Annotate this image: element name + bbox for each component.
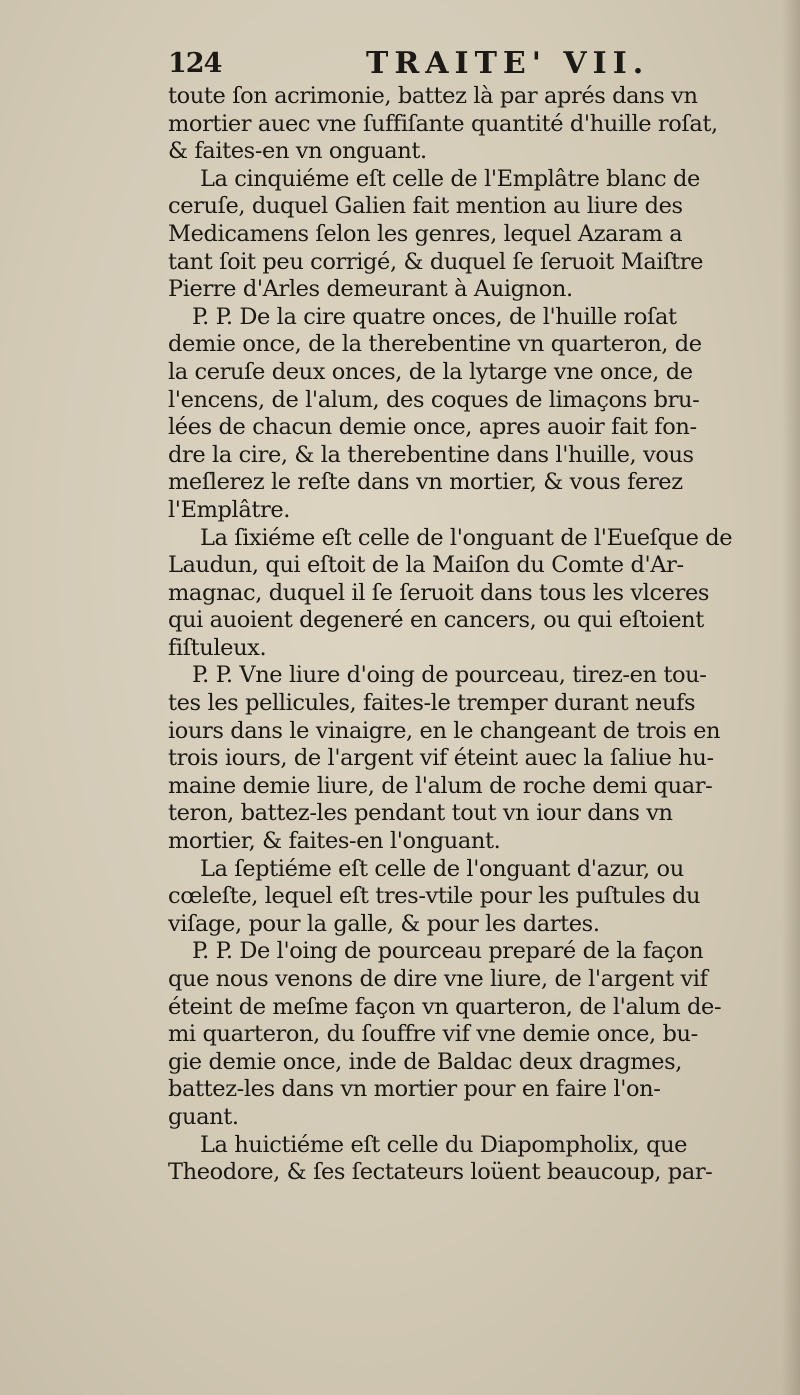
text-line: iours dans le vinaigre, en le changeant de trois en — [168, 717, 721, 744]
text-line: viſage, pour la galle, & pour les dartes. — [168, 910, 600, 937]
text-line: que nous venons de dire vne liure, de l'argent vif — [168, 966, 708, 992]
text-line: l'encens, de l'alum, des coques de limaçons bru- — [168, 386, 700, 413]
text-line: cœleſte, lequel eſt tres-vtile pour les puſtules du — [168, 883, 701, 910]
text-line: éteint de meſme façon vn quarteron, de l'alum de- — [168, 993, 722, 1020]
text-line: mortier auec vne ſuffiſante quantité d'huille roſat, — [168, 110, 718, 137]
text-line: & faites-en vn onguant. — [168, 138, 427, 165]
running-title: TRAITE' VII. — [366, 46, 650, 81]
text-line: dre la cire, & la therebentine dans l'huille, vous — [168, 441, 694, 468]
text-line: mi quarteron, du ſouffre vif vne demie once, bu- — [168, 1021, 698, 1048]
page-number: 124 — [168, 48, 222, 79]
text-line: meſlerez le reſte dans vn mortier, & vous ferez — [168, 469, 683, 496]
text-line: Medicamens ſelon les genres, lequel Azaram a — [168, 220, 683, 247]
paragraph-start: La huictiéme eſt celle du Diapompholix, que — [200, 1131, 688, 1158]
text-line: ceruſe, duquel Galien fait mention au liure des — [168, 193, 683, 220]
text-line: magnac, duquel il ſe ſeruoit dans tous les vlceres — [168, 579, 710, 606]
text-line: maine demie liure, de l'alum de roche demi quar- — [168, 772, 713, 799]
text-line: la ceruſe deux onces, de la lytarge vne once, de — [168, 358, 693, 385]
paragraph-start: La ſeptiéme eſt celle de l'onguant d'azur, ou — [200, 855, 684, 882]
text-line: mortier, & faites-en l'onguant. — [168, 828, 501, 855]
recipe-start: P. P. De l'oing de pourceau preparé de la façon — [192, 938, 704, 965]
paragraph-start: La ſixiéme eſt celle de l'onguant de l'Eueſque de — [200, 524, 733, 551]
body-text — [168, 83, 790, 1187]
text-line: trois iours, de l'argent vif éteint auec la ſaliue hu- — [168, 745, 714, 772]
text-line: l'Emplâtre. — [168, 496, 291, 523]
text-line: Laudun, qui eſtoit de la Maiſon du Comte d'Ar- — [168, 552, 684, 579]
page-header — [168, 46, 788, 86]
text-line: toute ſon acrimonie, battez là par aprés dans vn — [168, 83, 698, 109]
text-line: lées de chacun demie once, apres auoir fait fon- — [168, 414, 697, 441]
text-line: teron, battez-les pendant tout vn iour dans vn — [168, 800, 673, 827]
recipe-start: P. P. De la cire quatre onces, de l'huille roſat — [192, 303, 677, 330]
text-line: fiſtuleux. — [168, 634, 267, 661]
text-line: demie once, de la therebentine vn quarteron, de — [168, 331, 702, 358]
text-line: gie demie once, inde de Baldac deux dragmes, — [168, 1048, 682, 1075]
paragraph-start: La cinquiéme eſt celle de l'Emplâtre blanc de — [200, 165, 700, 192]
text-line: qui auoient degeneré en cancers, ou qui eſtoient — [168, 607, 704, 634]
text-line: Theodore, & ſes ſectateurs loüent beaucoup, par- — [168, 1159, 713, 1186]
text-line: Pierre d'Arles demeurant à Auignon. — [168, 276, 573, 303]
text-line: battez-les dans vn mortier pour en faire l'on- — [168, 1076, 661, 1103]
text-line: guant. — [168, 1103, 239, 1130]
text-line: tant ſoit peu corrigé, & duquel ſe ſeruoit Maiſtre — [168, 248, 703, 275]
text-line: tes les pellicules, faites-le tremper durant neufs — [168, 690, 696, 717]
recipe-start: P. P. Vne liure d'oing de pourceau, tirez-en tou- — [192, 662, 707, 689]
